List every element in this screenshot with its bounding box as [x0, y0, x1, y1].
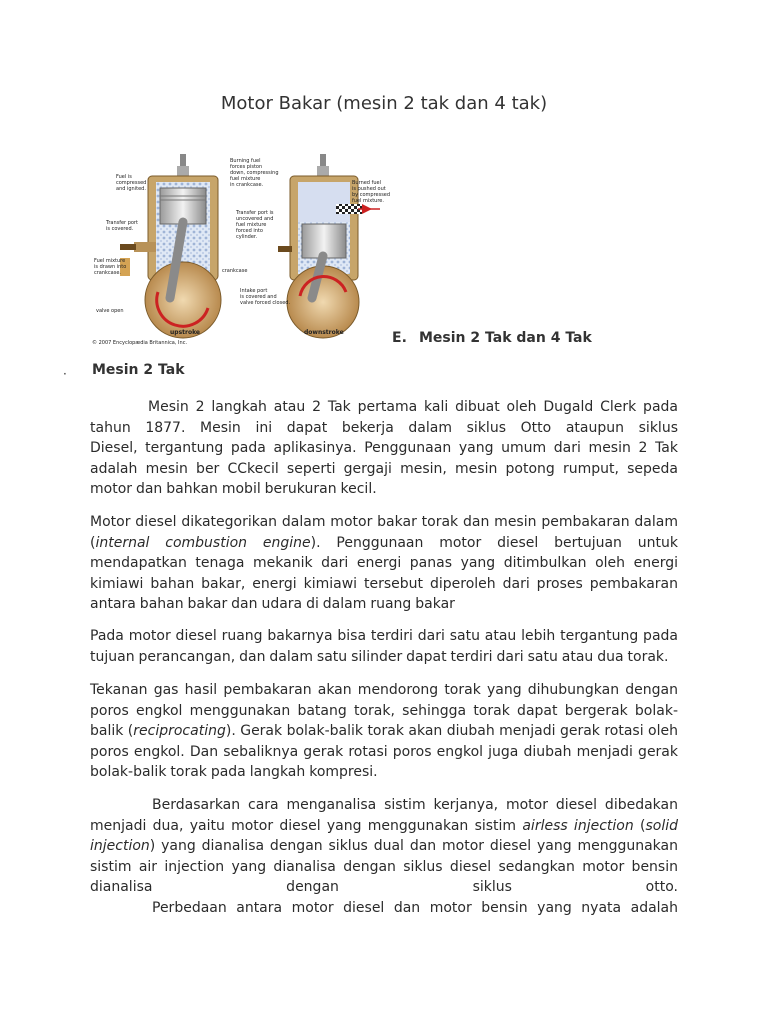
label-burned-fuel: Burned fuel is pushed out by compressed fuel mixture.	[352, 180, 391, 204]
text-line: Motor diesel dikategorikan dalam motor bakar torak dan mesin pembakaran dalam	[90, 514, 678, 530]
paragraph-4	[90, 680, 678, 783]
page-title: Motor Bakar (mesin 2 tak dan 4 tak)	[220, 93, 548, 114]
label-intake-covered: Intake port is covered and valve forced closed.	[240, 288, 291, 306]
text-line: Tekanan gas hasil pembakaran akan mendorong torak yang dihubungkan dengan	[90, 682, 678, 698]
label-fuel-drawn: Fuel mixture is drawn into crankcase.	[94, 258, 127, 276]
label-downstroke: downstroke	[304, 329, 344, 336]
paragraph-2	[90, 512, 678, 615]
text-line: Diesel, tergantung pada aplikasinya. Penggunaan yang umum dari mesin 2 Tak	[90, 440, 678, 457]
text-line: poros engkol. Dan sebaliknya gerak rotasi poros engkol juga diubah menjadi gerak	[90, 743, 678, 760]
text-line: mendapatkan tenaga mekanik dari energi panas yang ditimbulkan oleh energi	[90, 555, 678, 572]
engine-illustration	[90, 152, 392, 348]
text-line: (internal combustion engine). Penggunaan motor diesel bertujuan untuk	[90, 534, 678, 551]
text-line: menjadi dua, yaitu motor diesel yang menggunakan sistim airless injection (solid	[90, 817, 678, 834]
bullet-icon: ·	[63, 367, 67, 381]
text-line: poros engkol menggunakan batang torak, sehingga torak dapat bergerak bolak-	[90, 702, 678, 719]
label-transfer-covered: Transfer port is covered.	[106, 220, 138, 232]
paragraph-5	[90, 795, 678, 919]
text-line: balik (reciprocating). Gerak bolak-balik torak akan diubah menjadi gerak rotasi oleh	[90, 723, 679, 740]
section-number: E.	[392, 330, 407, 346]
label-crankcase: crankcase	[222, 268, 248, 274]
text-line: adalah mesin ber CCkecil seperti gergaji mesin, mesin potong rumput, sepeda	[90, 460, 678, 477]
label-fuel-compressed: Fuel is compressed and ignited.	[116, 174, 147, 192]
text-line: motor dan bahkan mobil berukuran kecil.	[90, 481, 377, 498]
label-copyright: © 2007 Encyclopædia Britannica, Inc.	[92, 340, 188, 346]
section-heading	[392, 330, 592, 346]
text-line: tahun 1877. Mesin ini dapat bekerja dalam siklus Otto ataupun siklus	[90, 419, 678, 436]
paragraph-1	[90, 397, 678, 500]
text-line: Berdasarkan cara menganalisa sistim kerjanya, motor diesel dibedakan	[152, 797, 678, 813]
text-line: tujuan perancangan, dan dalam satu silinder dapat terdiri dari satu atau dua torak.	[90, 648, 669, 665]
text-line: sistim air injection yang dianalisa dengan siklus diesel sedangkan motor bensin	[90, 858, 678, 875]
text-line: dianalisa dengan siklus otto.	[90, 879, 678, 896]
text-line: antara bahan bakar dan udara di dalam ruang bakar	[90, 596, 455, 613]
text-line: Mesin 2 langkah atau 2 Tak pertama kali dibuat oleh Dugald Clerk pada	[148, 399, 678, 415]
text-line: bolak-balik torak pada langkah kompresi.	[90, 764, 378, 781]
text-line: kimiawi bahan bakar, energi kimiawi tersebut diperoleh dari proses pembakaran	[90, 575, 678, 592]
label-upstroke: upstroke	[170, 329, 200, 336]
text-line: Pada motor diesel ruang bakarnya bisa terdiri dari satu atau lebih tergantung pada	[90, 628, 678, 644]
paragraph-3	[90, 626, 678, 667]
label-valve-open: valve open	[96, 308, 124, 314]
two-stroke-engine-diagram	[90, 152, 392, 348]
label-burning-fuel: Burning fuel forces piston down, compressing fuel mixture in crankcase.	[230, 158, 279, 188]
subheading-mesin-2-tak: Mesin 2 Tak	[92, 362, 185, 378]
text-line: injection) yang dianalisa dengan siklus dual dan motor diesel yang menggunakan	[90, 838, 678, 855]
text-line: Perbedaan antara motor diesel dan motor bensin yang nyata adalah	[152, 899, 678, 916]
label-transfer-uncovered: Transfer port is uncovered and fuel mixture forced into cylinder.	[236, 210, 274, 240]
section-title: Mesin 2 Tak dan 4 Tak	[419, 330, 592, 346]
